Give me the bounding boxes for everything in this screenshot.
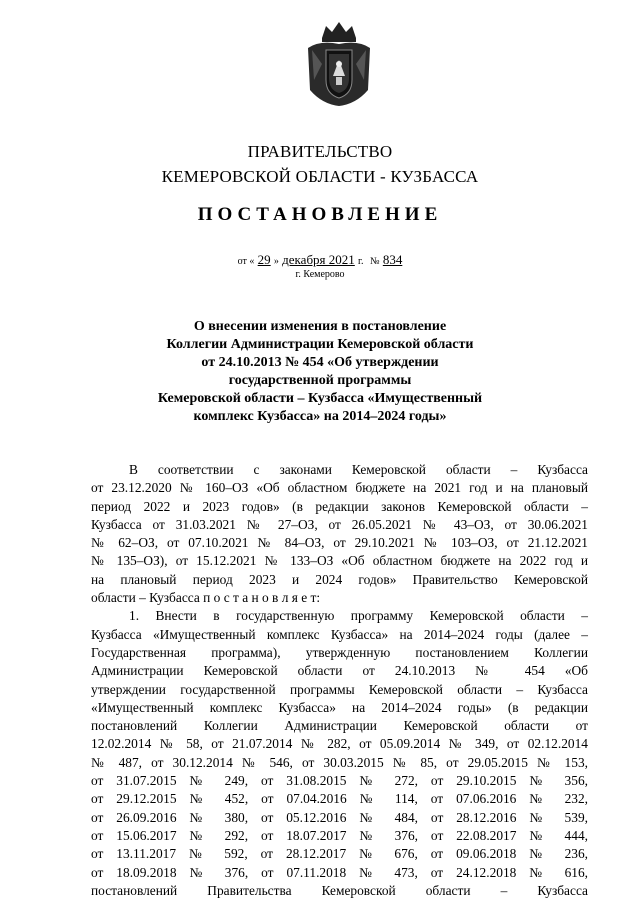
body-line: от 23.12.2020 № 160–ОЗ «Об областном бюджете на 2021 год и на плановый xyxy=(91,480,588,496)
body-line: от 31.07.2015 № 249, от 31.08.2015 № 272, от 29.10.2015 № 356, xyxy=(91,773,588,789)
number-prefix: № xyxy=(370,256,380,267)
body-line: утверждении государственной программы Кемеровской области – Кузбасса xyxy=(91,681,588,697)
document-body xyxy=(91,461,588,900)
date-number-line xyxy=(0,252,640,268)
body-line: «Имущественный комплекс Кузбасса» на 2014–2024 годы» (в редакции xyxy=(91,699,588,715)
date-prefix: от « xyxy=(237,256,255,267)
body-line: Государственная программа), утвержденную постановлением Коллегии xyxy=(91,644,588,660)
title-line: государственной программы xyxy=(228,373,412,388)
body-line: на плановый период 2023 и 2024 годов» Правительство Кемеровской xyxy=(91,571,588,587)
title-line: Коллегии Администрации Кемеровской области xyxy=(166,337,474,352)
date-day: 29 xyxy=(257,252,271,267)
date-mid: » xyxy=(273,256,279,267)
coat-of-arms-emblem xyxy=(300,20,378,110)
body-line: от 13.11.2017 № 592, от 28.12.2017 № 676, от 09.06.2018 № 236, xyxy=(91,846,588,862)
government-name-line2: КЕМЕРОВСКОЙ ОБЛАСТИ - КУЗБАССА xyxy=(161,167,479,186)
title-line: Кемеровской области – Кузбасса «Имущественный xyxy=(157,391,483,406)
body-line: области – Кузбасса п о с т а н о в л я е т: xyxy=(91,590,321,606)
document-type: ПОСТАНОВЛЕНИЕ xyxy=(197,204,443,225)
body-line: 1. Внести в государственную программу Кемеровской области – xyxy=(129,608,588,624)
body-line: В соответствии с законами Кемеровской области – Кузбасса xyxy=(129,462,588,477)
body-line: от 15.06.2017 № 292, от 18.07.2017 № 376, от 22.08.2017 № 444, xyxy=(91,827,588,843)
title-line: комплекс Кузбасса» на 2014–2024 годы» xyxy=(193,409,447,424)
body-line: Кузбасса от 31.03.2021 № 27–ОЗ, от 26.05.2021 № 43–ОЗ, от 30.06.2021 xyxy=(91,516,588,532)
body-line: 12.02.2014 № 58, от 21.07.2014 № 282, от 05.09.2014 № 349, от 02.12.2014 xyxy=(91,736,588,752)
body-line: Администрации Кемеровской области от 24.10.2013 № 454 «Об xyxy=(91,663,588,679)
body-line: период 2022 и 2023 годов» (в редакции законов Кемеровской области – xyxy=(91,498,588,514)
body-line: от 18.09.2018 № 376, от 07.11.2018 № 473, от 24.12.2018 № 616, xyxy=(91,864,588,880)
date-month-year: декабря 2021 xyxy=(282,252,355,267)
body-line: от 26.09.2016 № 380, от 05.12.2016 № 484, от 28.12.2016 № 539, xyxy=(91,809,588,825)
document-number: 834 xyxy=(382,252,403,267)
body-line: от 29.12.2015 № 452, от 07.04.2016 № 114, от 07.06.2016 № 232, xyxy=(91,791,588,807)
body-line: постановлений Правительства Кемеровской области – Кузбасса xyxy=(91,882,588,898)
title-line: от 24.10.2013 № 454 «Об утверждении xyxy=(201,355,439,370)
document-title xyxy=(0,318,640,426)
body-line: постановлений Коллегии Администрации Кемеровской области от xyxy=(91,718,588,734)
body-line: № 135–ОЗ), от 15.12.2021 № 133–ОЗ «Об областном бюджете на 2022 год и xyxy=(91,553,588,569)
body-line: № 62–ОЗ, от 07.10.2021 № 84–ОЗ, от 29.10.2021 № 103–ОЗ, от 21.12.2021 xyxy=(91,535,588,551)
body-line: Кузбасса «Имущественный комплекс Кузбасса» на 2014–2024 годы (далее – xyxy=(91,626,588,642)
date-suffix: г. xyxy=(358,256,364,267)
city: г. Кемерово xyxy=(295,269,345,280)
body-line: № 487, от 30.12.2014 № 546, от 30.03.2015 № 85, от 29.05.2015 № 153, xyxy=(91,754,588,770)
government-name-line1: ПРАВИТЕЛЬСТВО xyxy=(247,142,393,161)
title-line: О внесении изменения в постановление xyxy=(193,319,447,334)
